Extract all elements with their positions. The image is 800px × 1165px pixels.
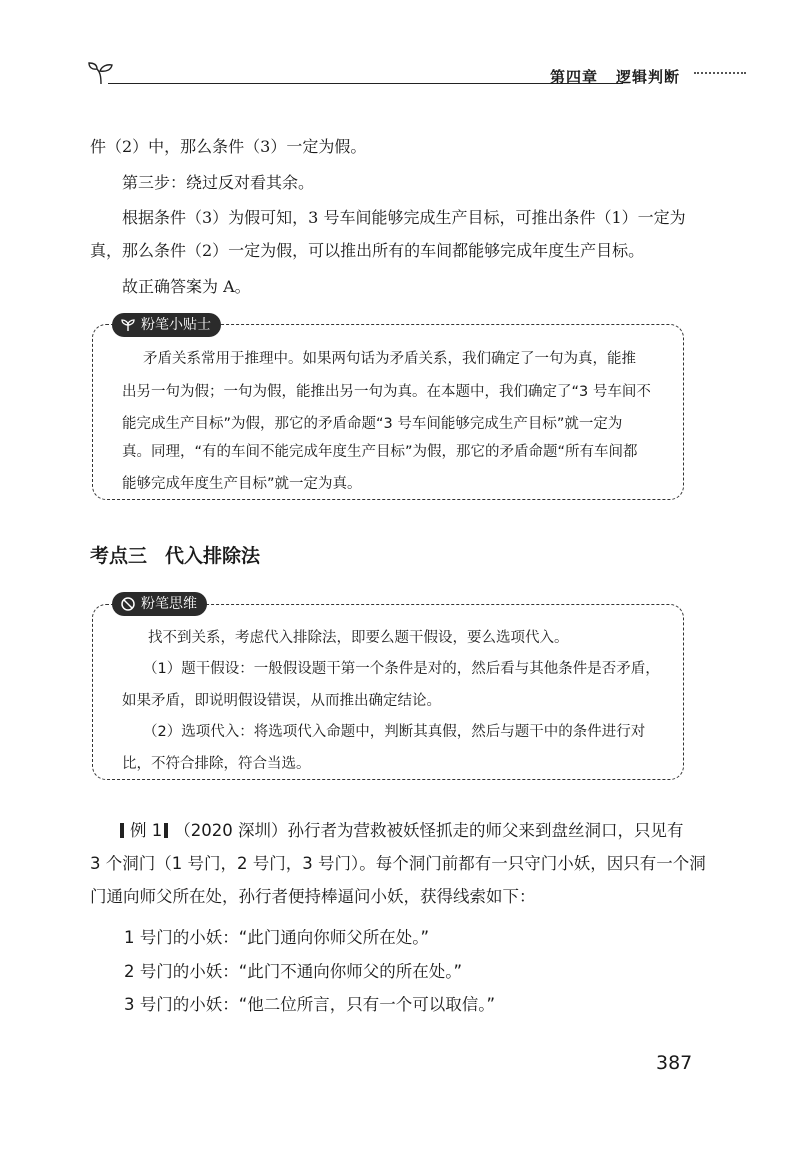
section-number: 考点三 [90,545,148,567]
example-line: 3 个洞门（1 号门，2 号门，3 号门）。每个洞门前都有一只守门小妖，因只有一个洞 [90,854,706,873]
body-line: 件（2）中，那么条件（3）一定为假。 [90,137,367,156]
chapter-number: 第四章 [550,68,599,86]
thinking-box-tag [112,592,207,616]
running-header [86,56,746,92]
example-mark [120,823,124,838]
thinking-line: 比，不符合排除，符合当选。 [122,756,311,772]
tip-line: 真。同理，“有的车间不能完成年度生产目标”为假，那它的矛盾命题“所有车间都 [122,444,638,460]
tip-line: 出另一句为假；一句为假，能推出另一句为真。在本题中，我们确定了“3 号车间不 [122,384,651,400]
tip-box-tag [112,313,221,337]
example-line: 门通向师父所在处，孙行者便持棒逼问小妖，获得线索如下： [90,887,536,906]
thinking-line: （2）选项代入：将选项代入命题中，判断其真假，然后与题干中的条件进行对 [143,724,646,740]
example-line: 1 号门的小妖：“此门通向你师父所在处。” [124,928,430,947]
tip-box-title: 粉笔小贴士 [141,317,211,333]
example-line: 2 号门的小妖：“此门不通向你师父的所在处。” [124,962,463,981]
tip-line: 能完成生产目标”为假，那它的矛盾命题“3 号车间能够完成生产目标”就一定为 [122,416,623,432]
chapter-title: 逻辑判断 [616,68,681,86]
no-entry-icon [120,596,136,612]
header-rule [108,83,623,84]
thinking-box-title: 粉笔思维 [141,596,197,612]
section-title [90,541,260,568]
sprout-icon [120,317,136,333]
page-number: 387 [656,1052,693,1074]
tip-line: 能够完成年度生产目标”就一定为真。 [122,476,362,492]
tip-line: 矛盾关系常用于推理中。如果两句话为矛盾关系，我们确定了一句为真，能推 [143,351,636,367]
thinking-line: 如果矛盾，即说明假设错误，从而推出确定结论。 [122,693,441,709]
example-line: 3 号门的小妖：“他二位所言，只有一个可以取信。” [124,995,496,1014]
body-line: 真，那么条件（2）一定为假，可以推出所有的车间都能够完成年度生产目标。 [90,241,645,260]
example-text: （2020 深圳）孙行者为营救被妖怪抓走的师父来到盘丝洞口，只见有 [174,821,684,840]
example-mark [164,823,168,838]
example-label: 例 1 [130,821,163,840]
body-line: 故正确答案为 A。 [122,277,251,296]
body-line: 根据条件（3）为假可知，3 号车间能够完成生产目标，可推出条件（1）一定为 [122,208,686,227]
thinking-line: （1）题干假设：一般假设题干第一个条件是对的，然后看与其他条件是否矛盾， [143,661,660,677]
thinking-line: 找不到关系，考虑代入排除法，即要么题干假设，要么选项代入。 [148,630,569,646]
header-dots [694,72,746,74]
section-name: 代入排除法 [165,545,261,567]
example-line [118,821,684,841]
chapter-heading [550,66,680,87]
body-line: 第三步：绕过反对看其余。 [122,173,315,192]
